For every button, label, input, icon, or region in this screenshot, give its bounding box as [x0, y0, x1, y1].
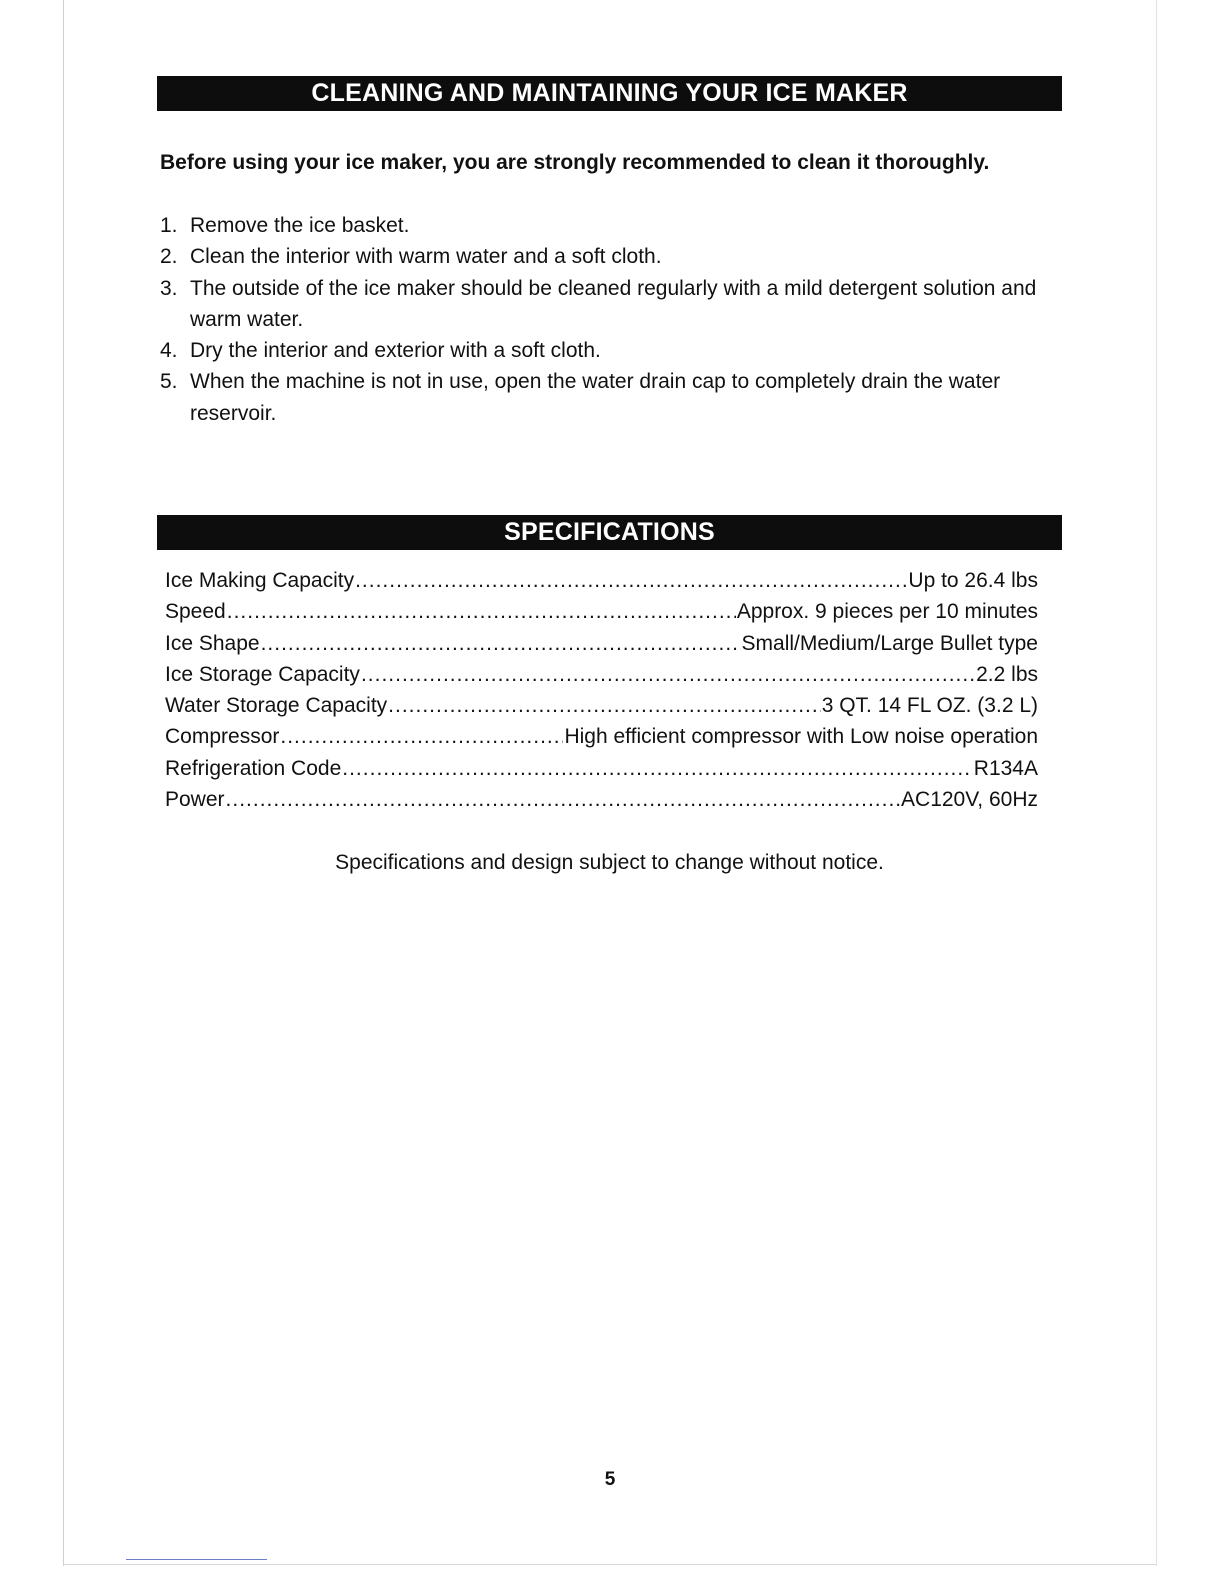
spec-row [165, 596, 1038, 627]
spec-value: Small/Medium/Large Bullet type [741, 631, 1038, 655]
spec-value: Up to 26.4 lbs [908, 569, 1038, 592]
dot-leader [355, 565, 907, 596]
spec-label: Compressor [165, 725, 280, 749]
dot-leader [342, 753, 973, 784]
step-number: 3. [160, 276, 178, 300]
spec-label: Water Storage Capacity [165, 694, 388, 718]
step-text: Remove the ice basket. [190, 214, 410, 237]
step-text: Clean the interior with warm water and a soft cloth. [190, 245, 662, 269]
spec-label: Ice Making Capacity [165, 569, 355, 592]
spec-row [165, 628, 1038, 659]
page-number: 5 [604, 1469, 616, 1490]
step-number: 2. [160, 245, 178, 269]
page-border-bottom [63, 1564, 1157, 1565]
step-number: 5. [160, 370, 178, 394]
dot-leader [361, 659, 975, 690]
spec-value: R134A [973, 756, 1038, 780]
dot-leader [226, 784, 900, 815]
specifications-notice: Specifications and design subject to change without notice. [335, 851, 884, 874]
spec-value: High efficient compressor with Low noise operation [564, 725, 1038, 749]
step-text: When the machine is not in use, open the water drain cap to completely drain the water reservoir. [190, 370, 1001, 425]
cleaning-step [160, 335, 1040, 366]
spec-label: Refrigeration Code [165, 756, 342, 780]
specifications-section-header: SPECIFICATIONS [157, 515, 1062, 550]
cleaning-step [160, 366, 1040, 429]
spec-label: Ice Shape [165, 631, 260, 655]
cleaning-section-header: CLEANING AND MAINTAINING YOUR ICE MAKER [157, 76, 1062, 111]
step-number: 1. [160, 214, 178, 237]
step-text: Dry the interior and exterior with a soft cloth. [190, 339, 601, 363]
spec-row [165, 721, 1038, 752]
spec-row [165, 565, 1038, 596]
scan-link-underline [126, 1559, 267, 1560]
dot-leader [280, 721, 563, 752]
cleaning-step [160, 210, 1040, 241]
spec-value: 2.2 lbs [976, 662, 1038, 686]
cleaning-steps-list [160, 210, 1040, 429]
cleaning-step [160, 241, 1040, 272]
step-number: 4. [160, 339, 178, 363]
spec-row [165, 659, 1038, 690]
step-text: The outside of the ice maker should be cleaned regularly with a mild detergent solution and warm water. [190, 276, 1037, 331]
dot-leader [388, 690, 821, 721]
spec-row [165, 784, 1038, 815]
dot-leader [261, 628, 741, 659]
spec-label: Power [165, 788, 225, 812]
spec-value: AC120V, 60Hz [901, 788, 1038, 812]
cleaning-step [160, 273, 1040, 336]
dot-leader [227, 596, 736, 627]
spec-value: Approx. 9 pieces per 10 minutes [736, 600, 1038, 624]
spec-label: Ice Storage Capacity [165, 662, 360, 686]
page-border-left [63, 0, 64, 1566]
spec-row [165, 690, 1038, 721]
page-border-right [1156, 0, 1157, 1566]
specifications-list [165, 565, 1038, 815]
spec-value: 3 QT. 14 FL OZ. (3.2 L) [821, 694, 1038, 718]
cleaning-intro: Before using your ice maker, you are strongly recommended to clean it thoroughly. [160, 151, 990, 174]
spec-label: Speed [165, 600, 226, 624]
spec-row [165, 753, 1038, 784]
